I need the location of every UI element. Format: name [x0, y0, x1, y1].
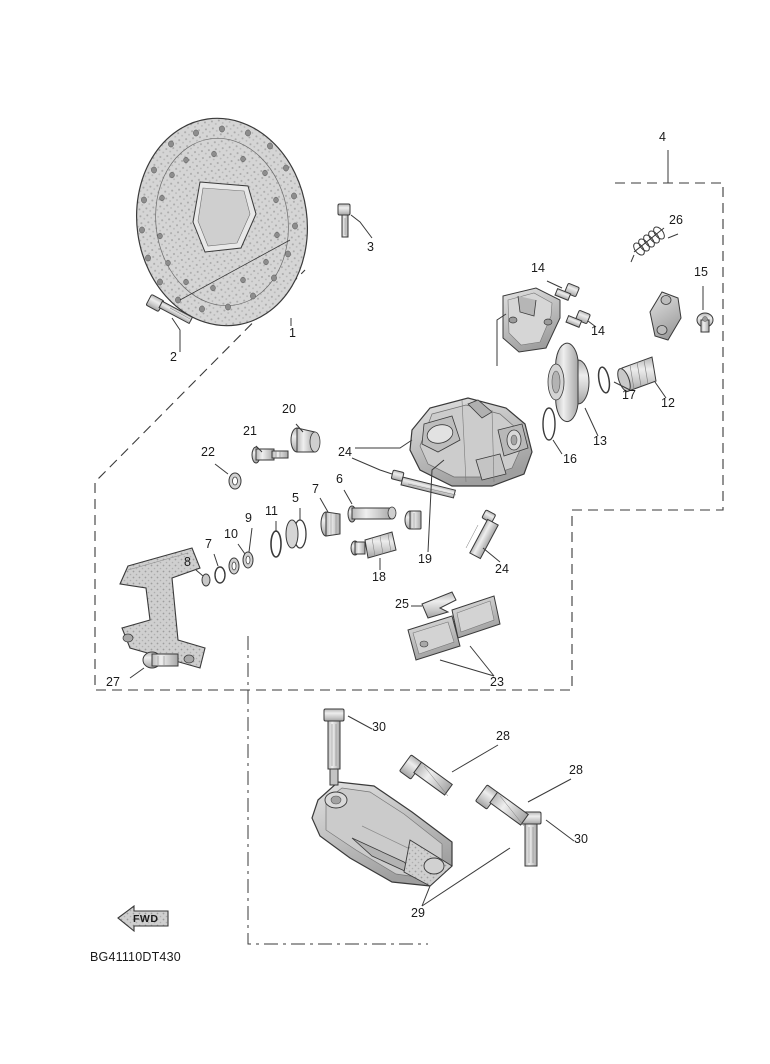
- callout-26: 26: [669, 213, 683, 227]
- bolt-28b: [475, 785, 528, 826]
- bolt-24b: [466, 510, 498, 559]
- callout-15: 15: [694, 265, 708, 279]
- callout-14a: 14: [531, 261, 545, 275]
- callout-27: 27: [106, 675, 120, 689]
- bolt-28a: [399, 755, 452, 796]
- bleed-screw-21: [252, 447, 288, 463]
- callout-21: 21: [243, 424, 257, 438]
- callout-9: 9: [245, 511, 252, 525]
- seal-16: [543, 408, 555, 440]
- bolt-30a: [324, 709, 344, 785]
- spring-26: [631, 225, 666, 262]
- pin-15: [697, 313, 713, 332]
- callout-30a: 30: [372, 720, 386, 734]
- pad-shim-25: [422, 592, 456, 618]
- washer-22: [229, 473, 241, 489]
- callout-28a: 28: [496, 729, 510, 743]
- callout-4: 4: [659, 130, 666, 144]
- plug-19: [405, 511, 421, 529]
- callout-3: 3: [367, 240, 374, 254]
- washer-10: [243, 552, 253, 568]
- fwd-arrow-label: FWD: [133, 913, 159, 925]
- callout-30b: 30: [574, 832, 588, 846]
- cam-lever-and-boot: [597, 292, 681, 394]
- callout-16: 16: [563, 452, 577, 466]
- clip-7b: [215, 567, 225, 583]
- callout-18: 18: [372, 570, 386, 584]
- bolt-14b: [566, 310, 590, 327]
- callout-22: 22: [201, 445, 215, 459]
- boot-7a: [321, 512, 340, 536]
- callout-10: 10: [224, 527, 238, 541]
- callout-17: 17: [622, 388, 636, 402]
- callout-29: 29: [411, 906, 425, 920]
- support-bracket-27: [120, 548, 205, 668]
- bolt-14a: [555, 283, 579, 300]
- callout-19: 19: [418, 552, 432, 566]
- callout-1: 1: [289, 326, 296, 340]
- callout-14b: 14: [591, 324, 605, 338]
- bolt-27: [143, 652, 178, 668]
- bolt-3: [338, 204, 350, 237]
- caliper-body: [410, 398, 532, 486]
- callout-7b: 7: [205, 537, 212, 551]
- callout-7a: 7: [312, 482, 319, 496]
- part-code-label: BG41110DT430: [90, 950, 181, 964]
- oring-11: [271, 531, 281, 557]
- callout-20: 20: [282, 402, 296, 416]
- washer-9: [229, 558, 239, 574]
- callout-23: 23: [490, 675, 504, 689]
- callout-12: 12: [661, 396, 675, 410]
- callout-28b: 28: [569, 763, 583, 777]
- pad-retainer-bracket: [503, 288, 560, 352]
- piston-13: [548, 343, 589, 421]
- nut-8: [202, 574, 210, 586]
- callout-2: 2: [170, 350, 177, 364]
- callout-8: 8: [184, 555, 191, 569]
- caliper-bracket-29: [312, 782, 452, 886]
- bushing-20: [291, 428, 320, 452]
- callout-24a: 24: [338, 445, 352, 459]
- callout-11: 11: [265, 504, 278, 518]
- callout-5: 5: [292, 491, 299, 505]
- callout-24b: 24: [495, 562, 509, 576]
- ring-5: [286, 520, 306, 548]
- slide-pin-6: [348, 506, 396, 522]
- callout-6: 6: [336, 472, 343, 486]
- callout-25: 25: [395, 597, 409, 611]
- callout-13: 13: [593, 434, 607, 448]
- pin-18: [351, 532, 396, 558]
